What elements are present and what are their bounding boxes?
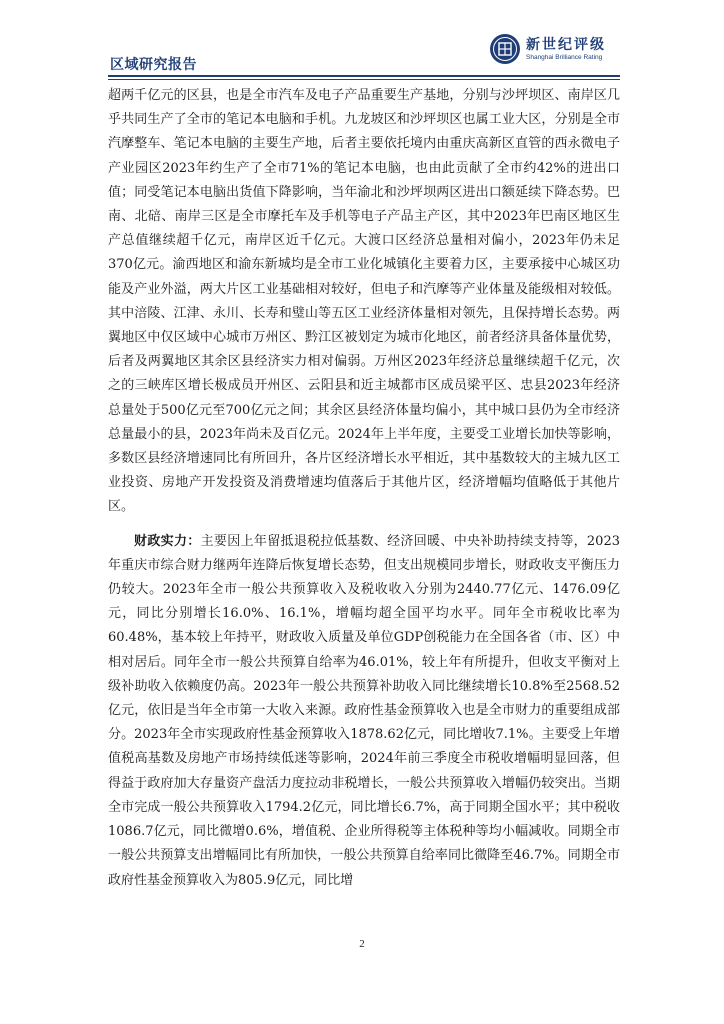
brand-name-en: Shanghai Brilliance Rating	[526, 54, 603, 61]
section-heading-fiscal-strength: 财政实力：	[134, 533, 201, 549]
body-paragraph-regional-economy: 超两千亿元的区县，也是全市汽车及电子产品重要生产基地，分别与沙坪坝区、南岸区几乎共同生产了全市的笔记本电脑和手机。九龙坡区和沙坪坝区也属工业大区，分别是全市汽摩整车、笔记本电脑的主要生产地，后者主要依托境内由重庆高新区直管的西永微电子产业园区2023年约生产了全市71%的笔记本电脑，也由此贡献了全市约42%的进出口值；同受笔记本电脑出货值下降影响，当年渝北和沙坪坝两区进出口额延续下降态势。巴南、北碚、南岸三区是全市摩托车及手机等电子产品主产区，其中2023年巴南区地区生产总值继续超千亿元，南岸区近千亿元。大渡口区经济总量相对偏小，2023年仍未足370亿元。渝西地区和渝东新城均是全市工业化城镇化主要着力区，主要承接中心城区功能及产业外溢，两大片区工业基础相对较好，但电子和汽摩等产业体量及能级相对较低。其中涪陵、江津、永川、长寿和璧山等五区工业经济体量相对领先，且保持增长态势。两翼地区中仅区域中心城市万州区、黔江区被划定为城市化地区，前者经济具备体量优势，后者及两翼地区其余区县经济实力相对偏弱。万州区2023年经济总量继续超千亿元，次之的三峡库区增长极成员开州区、云阳县和近主城都市区成员梁平区、忠县2023年经济总量处于500亿元至700亿元之间；其余区县经济体量均偏小，其中城口县仍为全市经济总量最小的县，2023年尚未及百亿元。2024年上半年度，主要受工业增长加快等影响，多数区县经济增速同比有所回升，各片区经济增长水平相近，其中基数较大的主城九区工业投资、房地产开发投资及消费增速均值落后于其他片区，经济增幅均值略低于其他片区。	[108, 88, 620, 515]
page-number: 2	[359, 938, 365, 950]
header-divider	[108, 75, 620, 77]
report-body	[108, 84, 620, 893]
brand-logo	[490, 32, 620, 68]
page-header	[108, 28, 620, 74]
report-title: 区域研究报告	[110, 57, 197, 73]
body-paragraph-fiscal-strength	[108, 530, 620, 893]
header-divider-thin	[108, 79, 620, 80]
brand-name-cn: 新世纪评级	[526, 37, 606, 53]
brand-emblem-icon	[490, 34, 520, 64]
fiscal-strength-text: 主要因上年留抵退税拉低基数、经济回暖、中央补助持续支持等，2023年重庆市综合财力继两年连降后恢复增长态势，但支出规模同步增长，财政收支平衡压力仍较大。2023年全市一般公共预算收入及税收收入分别为2440.77亿元、1476.09亿元，同比分别增长16.0%、16.1%，增幅均超全国平均水平。同年全市税收比率为60.48%，基本较上年持平，财政收入质量及单位GDP创税能力在全国各省（市、区）中相对居后。同年全市一般公共预算自给率为46.01%，较上年有所提升，但收支平衡对上级补助收入依赖度仍高。2023年一般公共预算补助收入同比继续增长10.8%至2568.52亿元，依旧是当年全市第一大收入来源。政府性基金预算收入也是全市财力的重要组成部分。2023年全市实现政府性基金预算收入1878.62亿元，同比增收7.1%。主要受上年增值税高基数及房地产市场持续低迷等影响，2024年前三季度全市税收增幅明显回落，但得益于政府加大存量资产盘活力度拉动非税增长，一般公共预算收入增幅仍较突出。当期全市完成一般公共预算收入1794.2亿元，同比增长6.7%，高于同期全国水平；其中税收1086.7亿元，同比微增0.6%，增值税、企业所得税等主体税种等均小幅减收。同期全市一般公共预算支出增幅同比有所加快，一般公共预算自给率同比微降至46.7%。同期全市政府性基金预算收入为805.9亿元，同比增	[108, 533, 620, 888]
